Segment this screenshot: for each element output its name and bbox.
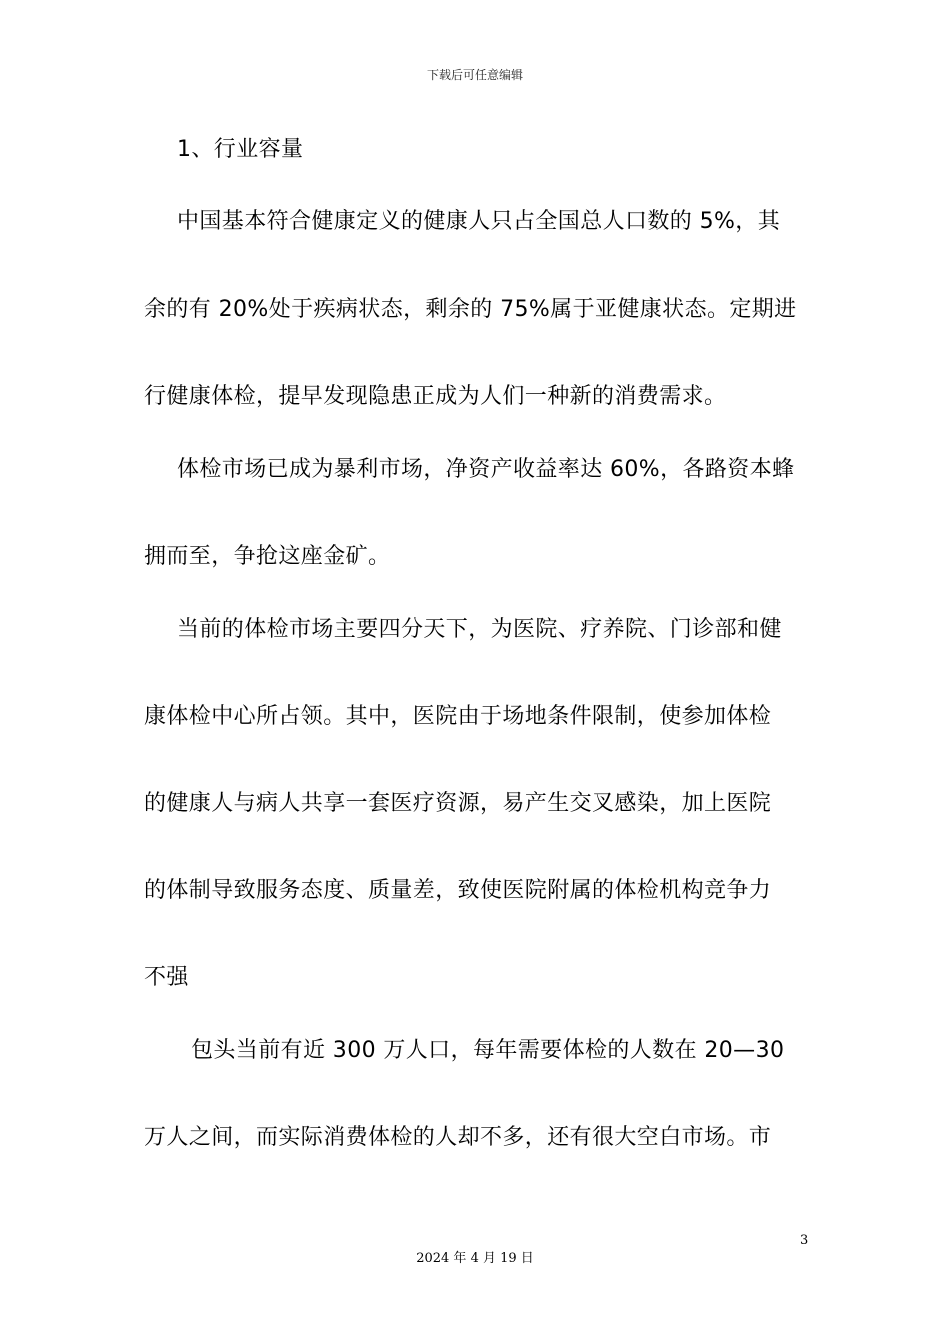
text-line: 的健康人与病人共享一套医疗资源，易产生交叉感染，加上医院 xyxy=(144,791,772,816)
text-line: 康体检中心所占领。其中，医院由于场地条件限制，使参加体检 xyxy=(144,704,772,729)
section-heading: 1、行业容量 xyxy=(177,137,304,162)
text-line: 行健康体检，提早发现隐患正成为人们一种新的消费需求。 xyxy=(144,384,727,409)
text-line: 万人之间，而实际消费体检的人却不多，还有很大空白市场。市 xyxy=(144,1125,772,1150)
text-line: 拥而至，争抢这座金矿。 xyxy=(144,544,391,569)
footer-date: 2024 年 4 月 19 日 xyxy=(416,1251,534,1266)
text-line: 余的有 20%处于疾病状态，剩余的 75%属于亚健康状态。定期进 xyxy=(144,297,797,322)
text-line: 包头当前有近 300 万人口，每年需要体检的人数在 20—30 xyxy=(191,1038,785,1063)
page-header: 下载后可任意编辑 xyxy=(426,68,523,82)
text-line: 当前的体检市场主要四分天下，为医院、疗养院、门诊部和健 xyxy=(177,617,782,642)
text-line: 不强 xyxy=(144,965,189,990)
text-line: 的体制导致服务态度、质量差，致使医院附属的体检机构竞争力 xyxy=(144,878,772,903)
text-line: 中国基本符合健康定义的健康人只占全国总人口数的 5%，其 xyxy=(177,209,781,234)
page-number: 3 xyxy=(800,1233,809,1248)
text-line: 体检市场已成为暴利市场，净资产收益率达 60%，各路资本蜂 xyxy=(177,457,795,482)
